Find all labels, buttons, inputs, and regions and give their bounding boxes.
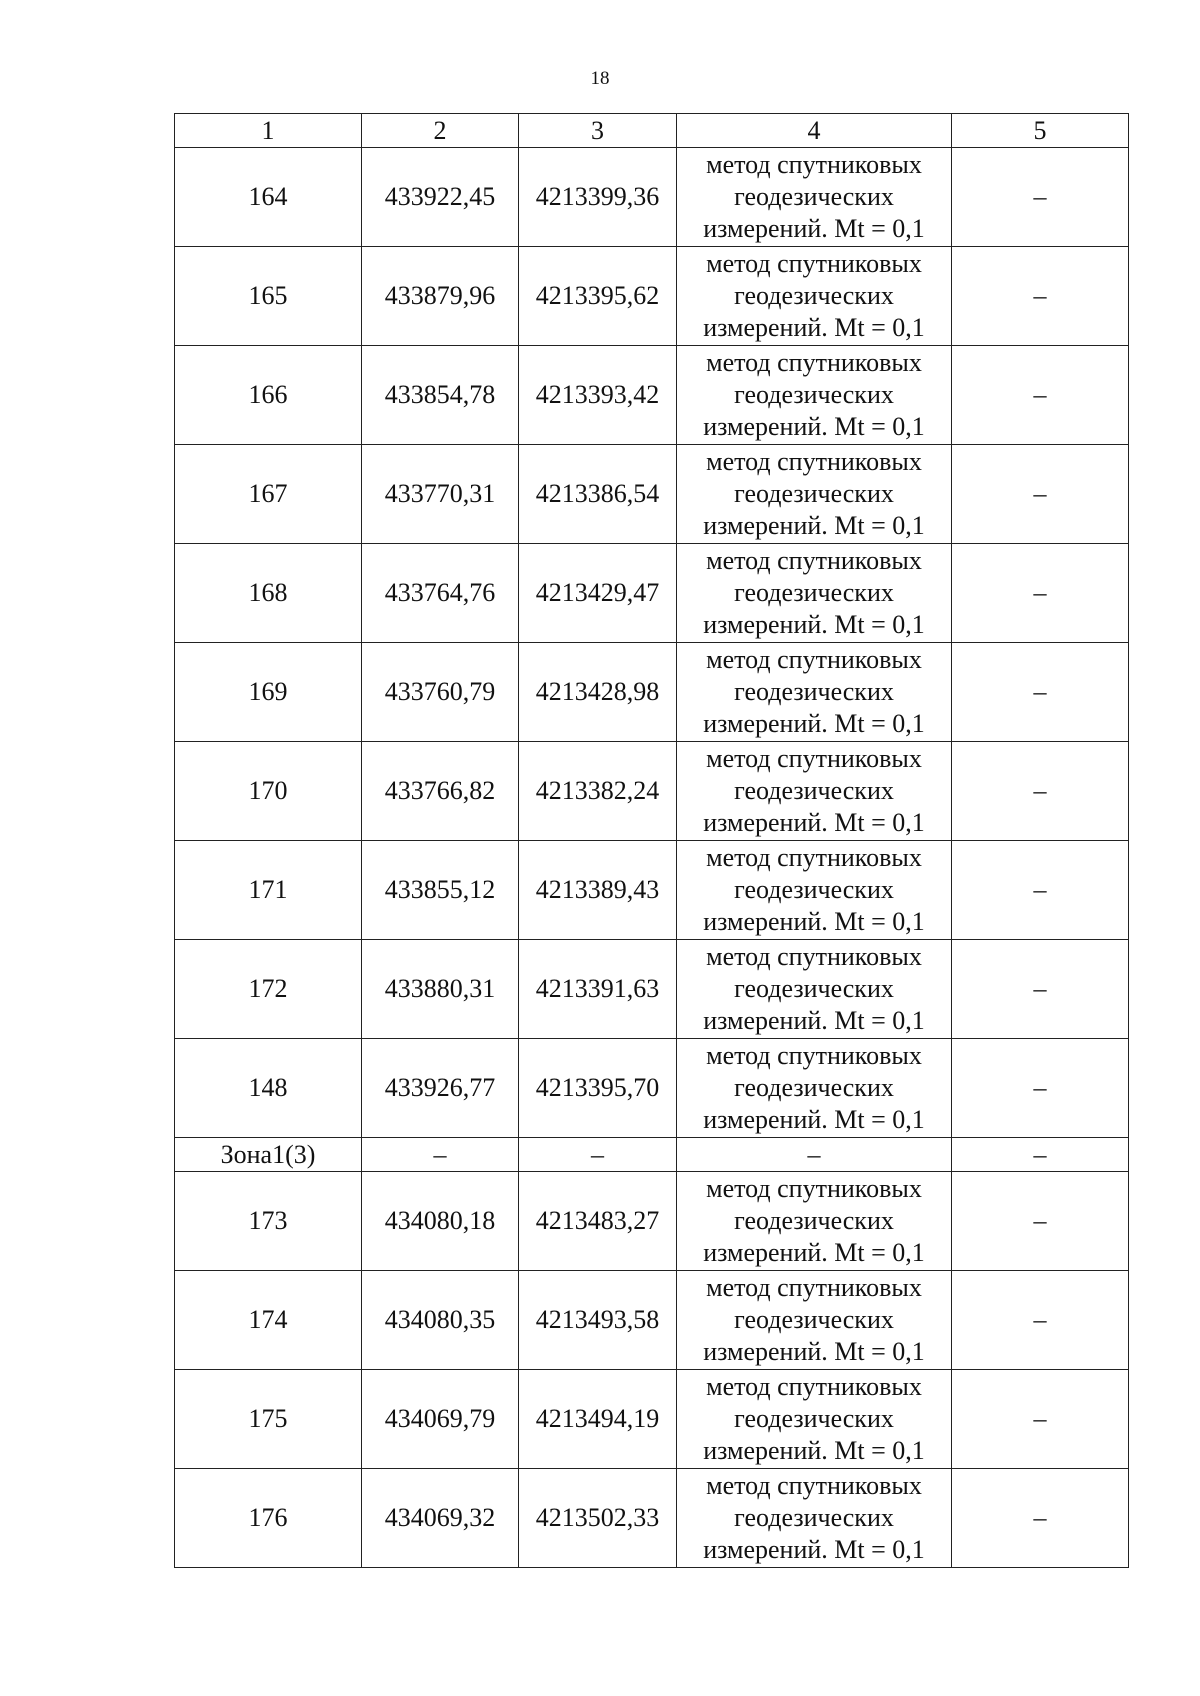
coordinates-table (174, 113, 1129, 1568)
method-text-line: измерений. Mt = 0,1 (703, 610, 925, 639)
note-cell: – (952, 346, 1129, 445)
method-text-line: геодезических (734, 1404, 894, 1433)
y-coordinate-cell: 4213494,19 (519, 1370, 677, 1469)
point-number-cell: 176 (175, 1469, 362, 1568)
method-text-line: измерений. Mt = 0,1 (703, 1436, 925, 1465)
method-text-line: измерений. Mt = 0,1 (703, 1006, 925, 1035)
x-coordinate-cell: 434069,79 (362, 1370, 519, 1469)
method-text-line: измерений. Mt = 0,1 (703, 1337, 925, 1366)
table-row (175, 742, 1129, 841)
method-cell (677, 247, 952, 346)
x-coordinate-cell: 433766,82 (362, 742, 519, 841)
table-row (175, 544, 1129, 643)
table-row (175, 940, 1129, 1039)
y-coordinate-cell: 4213483,27 (519, 1172, 677, 1271)
y-coordinate-cell: 4213395,62 (519, 247, 677, 346)
method-text-line: измерений. Mt = 0,1 (703, 214, 925, 243)
point-number-cell: 166 (175, 346, 362, 445)
point-number-cell: 170 (175, 742, 362, 841)
column-header: 5 (952, 114, 1129, 148)
method-text-line: измерений. Mt = 0,1 (703, 412, 925, 441)
method-text-line: геодезических (734, 974, 894, 1003)
method-cell (677, 742, 952, 841)
method-cell (677, 841, 952, 940)
method-text-line: геодезических (734, 182, 894, 211)
method-text-line: геодезических (734, 578, 894, 607)
method-text-line: геодезических (734, 875, 894, 904)
note-cell: – (952, 1172, 1129, 1271)
point-number-cell: 165 (175, 247, 362, 346)
table-row (175, 247, 1129, 346)
zone-row (175, 1138, 1129, 1172)
point-number-cell: 164 (175, 148, 362, 247)
point-number-cell: 167 (175, 445, 362, 544)
note-cell: – (952, 544, 1129, 643)
method-text-line: метод спутниковых (706, 249, 922, 278)
note-cell: – (952, 1271, 1129, 1370)
method-cell (677, 643, 952, 742)
method-text-line: метод спутниковых (706, 942, 922, 971)
method-text-line: метод спутниковых (706, 1174, 922, 1203)
method-cell (677, 1138, 952, 1172)
method-text-line: измерений. Mt = 0,1 (703, 1535, 925, 1564)
method-text-line: метод спутниковых (706, 546, 922, 575)
note-cell: – (952, 742, 1129, 841)
note-cell: – (952, 445, 1129, 544)
method-text-line: метод спутниковых (706, 150, 922, 179)
x-coordinate-cell: – (362, 1138, 519, 1172)
table-row (175, 1271, 1129, 1370)
method-text-line: метод спутниковых (706, 1041, 922, 1070)
note-cell: – (952, 1370, 1129, 1469)
note-cell: – (952, 148, 1129, 247)
point-number-cell: 171 (175, 841, 362, 940)
point-number-cell: 169 (175, 643, 362, 742)
point-number-cell: 175 (175, 1370, 362, 1469)
method-cell (677, 346, 952, 445)
method-cell (677, 1172, 952, 1271)
y-coordinate-cell: – (519, 1138, 677, 1172)
table-row (175, 1370, 1129, 1469)
page-number: 18 (590, 68, 610, 89)
table-row (175, 1172, 1129, 1271)
method-text-line: измерений. Mt = 0,1 (703, 709, 925, 738)
note-cell: – (952, 1469, 1129, 1568)
point-number-cell: 172 (175, 940, 362, 1039)
column-header: 2 (362, 114, 519, 148)
y-coordinate-cell: 4213502,33 (519, 1469, 677, 1568)
method-text-line: измерений. Mt = 0,1 (703, 1105, 925, 1134)
method-text-line: геодезических (734, 1073, 894, 1102)
method-text-line: метод спутниковых (706, 348, 922, 377)
column-header: 3 (519, 114, 677, 148)
y-coordinate-cell: 4213429,47 (519, 544, 677, 643)
x-coordinate-cell: 434080,18 (362, 1172, 519, 1271)
y-coordinate-cell: 4213389,43 (519, 841, 677, 940)
table-row (175, 643, 1129, 742)
x-coordinate-cell: 433760,79 (362, 643, 519, 742)
method-text-line: геодезических (734, 1206, 894, 1235)
method-text-line: измерений. Mt = 0,1 (703, 1238, 925, 1267)
x-coordinate-cell: 433880,31 (362, 940, 519, 1039)
y-coordinate-cell: 4213399,36 (519, 148, 677, 247)
method-text-line: измерений. Mt = 0,1 (703, 907, 925, 936)
point-number-cell: 173 (175, 1172, 362, 1271)
y-coordinate-cell: 4213382,24 (519, 742, 677, 841)
note-cell: – (952, 940, 1129, 1039)
method-text-line: метод спутниковых (706, 744, 922, 773)
method-cell (677, 1271, 952, 1370)
method-text-line: геодезических (734, 677, 894, 706)
method-text-line: измерений. Mt = 0,1 (703, 808, 925, 837)
method-text-line: измерений. Mt = 0,1 (703, 313, 925, 342)
x-coordinate-cell: 433854,78 (362, 346, 519, 445)
y-coordinate-cell: 4213428,98 (519, 643, 677, 742)
method-cell (677, 445, 952, 544)
note-cell: – (952, 1138, 1129, 1172)
point-number-cell: 148 (175, 1039, 362, 1138)
header-row (175, 114, 1129, 148)
y-coordinate-cell: 4213391,63 (519, 940, 677, 1039)
y-coordinate-cell: 4213386,54 (519, 445, 677, 544)
method-text-line: геодезических (734, 281, 894, 310)
x-coordinate-cell: 433879,96 (362, 247, 519, 346)
x-coordinate-cell: 433922,45 (362, 148, 519, 247)
method-text-line: метод спутниковых (706, 1372, 922, 1401)
method-text-line: метод спутниковых (706, 447, 922, 476)
method-text-line: геодезических (734, 1503, 894, 1532)
x-coordinate-cell: 434069,32 (362, 1469, 519, 1568)
x-coordinate-cell: 433770,31 (362, 445, 519, 544)
method-cell (677, 1370, 952, 1469)
method-text-line: геодезических (734, 776, 894, 805)
note-cell: – (952, 247, 1129, 346)
method-text-line: метод спутниковых (706, 1471, 922, 1500)
point-number-cell: Зона1(3) (175, 1138, 362, 1172)
method-text-line: метод спутниковых (706, 645, 922, 674)
table-row (175, 841, 1129, 940)
method-text-line: метод спутниковых (706, 843, 922, 872)
table-row (175, 148, 1129, 247)
table-row (175, 346, 1129, 445)
y-coordinate-cell: 4213393,42 (519, 346, 677, 445)
table-row (175, 445, 1129, 544)
method-cell (677, 148, 952, 247)
x-coordinate-cell: 433764,76 (362, 544, 519, 643)
table-row (175, 1469, 1129, 1568)
column-header: 4 (677, 114, 952, 148)
y-coordinate-cell: 4213493,58 (519, 1271, 677, 1370)
y-coordinate-cell: 4213395,70 (519, 1039, 677, 1138)
method-text-line: геодезических (734, 479, 894, 508)
method-text-line: измерений. Mt = 0,1 (703, 511, 925, 540)
method-text-line: геодезических (734, 380, 894, 409)
method-text-line: метод спутниковых (706, 1273, 922, 1302)
point-number-cell: 168 (175, 544, 362, 643)
x-coordinate-cell: 433926,77 (362, 1039, 519, 1138)
note-cell: – (952, 841, 1129, 940)
note-cell: – (952, 643, 1129, 742)
table-row (175, 1039, 1129, 1138)
method-text-line: – (807, 1139, 821, 1169)
method-cell (677, 940, 952, 1039)
method-cell (677, 1469, 952, 1568)
note-cell: – (952, 1039, 1129, 1138)
x-coordinate-cell: 433855,12 (362, 841, 519, 940)
column-header: 1 (175, 114, 362, 148)
table-body (175, 114, 1129, 1568)
method-text-line: геодезических (734, 1305, 894, 1334)
point-number-cell: 174 (175, 1271, 362, 1370)
method-cell (677, 544, 952, 643)
method-cell (677, 1039, 952, 1138)
x-coordinate-cell: 434080,35 (362, 1271, 519, 1370)
